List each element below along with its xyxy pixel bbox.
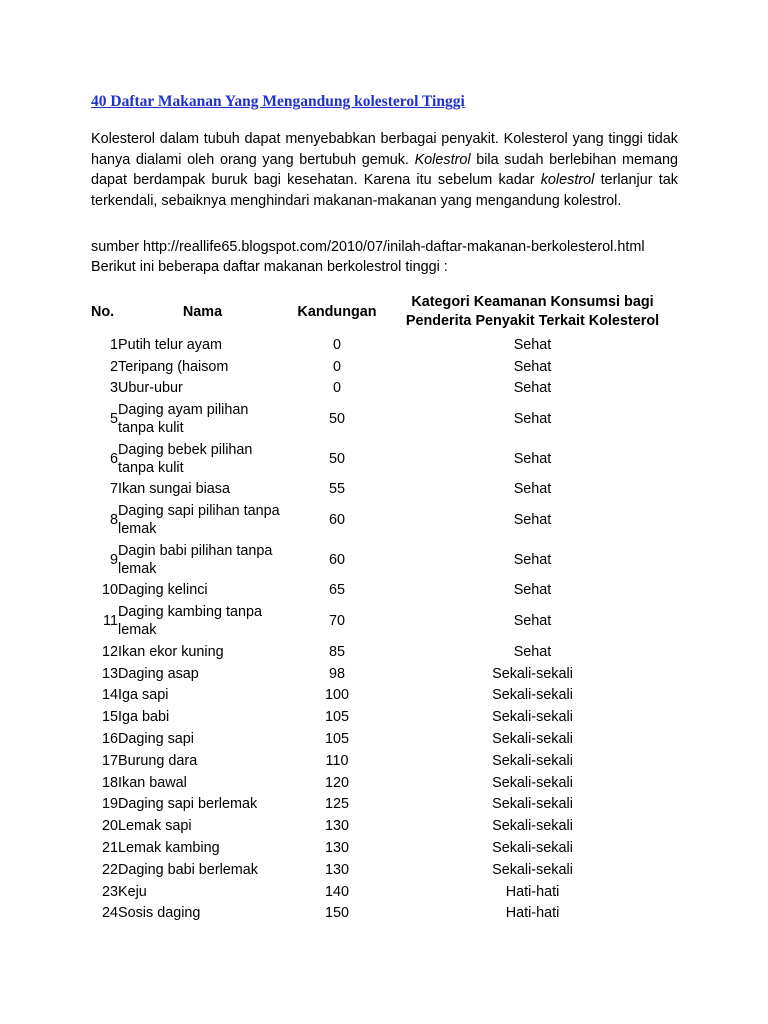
table-row — [91, 479, 678, 501]
cell-kategori: Sekali-sekali — [492, 774, 573, 791]
cell-nama: Iga sapi — [118, 687, 169, 704]
table-row — [91, 601, 678, 641]
cell-no: 24 — [101, 905, 118, 922]
intro-text-3: terlanjur tak terkendali, sebaiknya menghindari makanan-makanan yang mengandung kolestrol. — [91, 172, 678, 209]
cell-kategori: Sehat — [513, 481, 552, 498]
table-row — [91, 378, 678, 400]
table-header-row — [91, 290, 678, 334]
cell-kandungan: 0 — [332, 358, 341, 375]
cell-kandungan: 0 — [332, 336, 341, 353]
cell-no: 13 — [101, 665, 118, 682]
cell-no: 6 — [109, 450, 118, 467]
list-intro: Berikut ini beberapa daftar makanan berkolestrol tinggi : — [91, 259, 448, 275]
cell-kandungan: 130 — [324, 861, 349, 878]
cell-nama: Putih telur ayam — [118, 336, 222, 353]
cell-no: 10 — [101, 582, 118, 599]
cell-nama: Daging kelinci — [118, 582, 208, 599]
cell-nama: Daging sapi pilihan tanpa lemak — [118, 503, 280, 538]
cell-nama: Teripang (haisom — [118, 358, 229, 375]
table-row — [91, 334, 678, 356]
cell-kandungan: 55 — [328, 481, 345, 498]
table-row — [91, 641, 678, 663]
cell-kategori: Sehat — [513, 380, 552, 397]
cell-no: 18 — [101, 774, 118, 791]
cell-no: 19 — [101, 796, 118, 813]
cell-kandungan: 60 — [328, 551, 345, 568]
intro-italic-2: kolestrol — [540, 172, 595, 189]
cell-kandungan: 125 — [324, 796, 349, 813]
cell-kategori: Sehat — [513, 336, 552, 353]
header-kandungan: Kandungan — [297, 303, 377, 320]
table-row — [91, 881, 678, 903]
cell-no: 17 — [101, 752, 118, 769]
cell-kategori: Sekali-sekali — [492, 818, 573, 835]
cell-nama: Lemak kambing — [118, 840, 220, 857]
cell-kandungan: 70 — [328, 613, 345, 630]
cell-nama: Daging ayam pilihan tanpa kulit — [118, 402, 249, 437]
cell-no: 7 — [109, 481, 118, 498]
cell-kandungan: 120 — [324, 774, 349, 791]
cell-kategori: Sekali-sekali — [492, 709, 573, 726]
cell-kandungan: 150 — [324, 905, 349, 922]
cell-nama: Burung dara — [118, 752, 198, 769]
intro-text-1: Kolesterol dalam tubuh dapat menyebabkan berbagai penyakit. Kolesterol yang tinggi tidak hanya dialami oleh orang yang bertubuh gemuk. — [91, 131, 678, 168]
intro-paragraph — [91, 129, 678, 211]
table-row — [91, 356, 678, 378]
cell-kategori: Hati-hati — [505, 883, 560, 900]
cell-nama: Sosis daging — [118, 905, 201, 922]
cell-kategori: Sekali-sekali — [492, 731, 573, 748]
cell-kandungan: 130 — [324, 818, 349, 835]
cell-nama: Daging bebek pilihan tanpa kulit — [118, 441, 253, 476]
cell-nama: Lemak sapi — [118, 818, 192, 835]
cell-no: 21 — [101, 840, 118, 857]
cell-kategori: Sekali-sekali — [492, 665, 573, 682]
cell-kategori: Sekali-sekali — [492, 840, 573, 857]
cell-nama: Ubur-ubur — [118, 380, 183, 397]
cell-kandungan: 98 — [328, 665, 345, 682]
cell-no: 12 — [101, 643, 118, 660]
document-title-link[interactable]: 40 Daftar Makanan Yang Mengandung kolesterol Tinggi — [91, 93, 465, 110]
cell-kategori: Sekali-sekali — [492, 796, 573, 813]
table-row — [91, 903, 678, 925]
table-row — [91, 685, 678, 707]
cell-kategori: Sekali-sekali — [492, 861, 573, 878]
cell-no: 20 — [101, 818, 118, 835]
cell-kategori: Sehat — [513, 358, 552, 375]
cell-nama: Daging asap — [118, 665, 199, 682]
header-kategori-line2: Penderita Penyakit Terkait Kolesterol — [405, 313, 660, 329]
cell-nama: Daging sapi berlemak — [118, 796, 258, 813]
cell-nama: Ikan sungai biasa — [118, 481, 231, 498]
cell-no: 14 — [101, 687, 118, 704]
cell-nama: Iga babi — [118, 709, 170, 726]
table-row — [91, 500, 678, 540]
cell-no: 5 — [109, 411, 118, 428]
cell-kandungan: 85 — [328, 643, 345, 660]
cell-nama: Daging sapi — [118, 731, 195, 748]
cell-no: 11 — [103, 613, 118, 630]
cell-nama: Ikan ekor kuning — [118, 643, 224, 660]
cell-kandungan: 105 — [324, 709, 349, 726]
cell-kandungan: 110 — [325, 752, 349, 769]
cell-kategori: Sehat — [513, 643, 552, 660]
cell-nama: Ikan bawal — [118, 774, 187, 791]
cell-kandungan: 60 — [328, 512, 345, 529]
cell-kategori: Sehat — [513, 613, 552, 630]
table-row — [91, 728, 678, 750]
cell-kandungan: 105 — [324, 731, 349, 748]
header-nama: Nama — [182, 303, 223, 320]
cell-kategori: Sehat — [513, 450, 552, 467]
cell-no: 2 — [109, 358, 118, 375]
table-row — [91, 439, 678, 479]
table-row — [91, 540, 678, 580]
cell-kandungan: 50 — [328, 450, 345, 467]
cell-kategori: Sehat — [513, 512, 552, 529]
cell-no: 16 — [101, 731, 118, 748]
cell-nama: Keju — [118, 883, 147, 900]
cell-kategori: Sekali-sekali — [492, 752, 573, 769]
table-row — [91, 794, 678, 816]
cell-kandungan: 130 — [324, 840, 349, 857]
source-line: sumber http://reallife65.blogspot.com/2010/07/inilah-daftar-makanan-berkolesterol.html — [91, 239, 645, 255]
header-no: No. — [91, 303, 115, 320]
source-paragraph — [91, 237, 691, 277]
cell-kategori: Hati-hati — [505, 905, 560, 922]
cell-no: 15 — [101, 709, 118, 726]
cell-kategori: Sehat — [513, 582, 552, 599]
cell-no: 22 — [101, 861, 118, 878]
cell-no: 1 — [109, 336, 118, 353]
table-row — [91, 663, 678, 685]
cell-kategori: Sekali-sekali — [492, 687, 573, 704]
table-row — [91, 750, 678, 772]
cell-kategori: Sehat — [513, 411, 552, 428]
cell-kandungan: 140 — [324, 883, 349, 900]
cell-no: 23 — [101, 883, 118, 900]
table-row — [91, 859, 678, 881]
cell-nama: Daging kambing tanpa lemak — [118, 604, 263, 639]
cell-no: 8 — [109, 512, 118, 529]
cell-kategori: Sehat — [513, 551, 552, 568]
cell-kandungan: 50 — [328, 411, 345, 428]
cell-nama: Daging babi berlemak — [118, 861, 258, 878]
cell-no: 9 — [109, 551, 118, 568]
cell-nama: Dagin babi pilihan tanpa lemak — [118, 542, 273, 577]
table-row — [91, 399, 678, 439]
table-row — [91, 772, 678, 794]
table-row — [91, 837, 678, 859]
header-kategori-line1: Kategori Keamanan Konsumsi bagi — [411, 294, 654, 310]
table-row — [91, 815, 678, 837]
intro-italic-1: Kolestrol — [414, 151, 471, 168]
cell-kandungan: 0 — [332, 380, 341, 397]
table-row — [91, 580, 678, 602]
table-row — [91, 706, 678, 728]
header-kategori — [387, 290, 678, 334]
cell-kandungan: 65 — [328, 582, 345, 599]
cell-no: 3 — [109, 380, 118, 397]
intro-text-2: bila sudah berlebihan memang dapat berdampak buruk bagi kesehatan. Karena itu sebelum kadar — [91, 151, 678, 189]
cholesterol-table — [91, 290, 678, 924]
cell-kandungan: 100 — [324, 687, 349, 704]
